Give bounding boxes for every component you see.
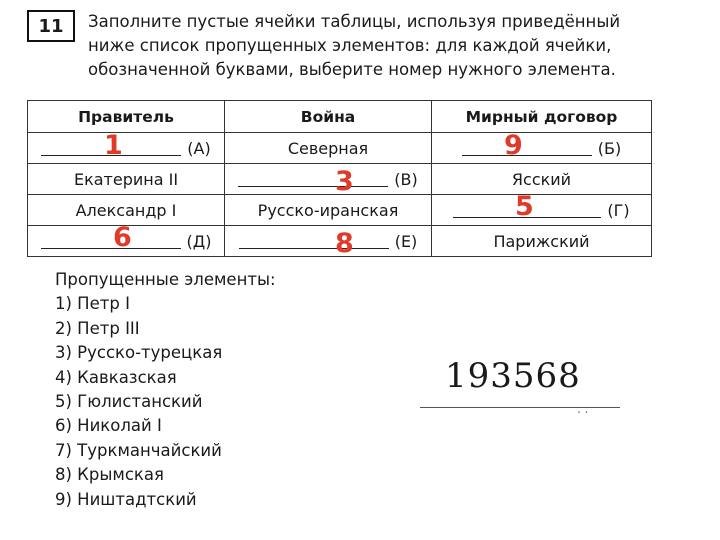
list-item: 5) Гюлистанский	[55, 392, 203, 412]
handwritten-answer: 5	[515, 191, 534, 222]
header-war: Война	[225, 101, 432, 133]
instruction-line: обозначенной буквами, выберите номер нужного элемента.	[88, 60, 616, 79]
cell-war-v	[225, 164, 432, 195]
answer-dots: . .	[577, 402, 589, 416]
task-instructions	[88, 10, 698, 82]
blank-line	[239, 234, 389, 249]
cell-ruler-a	[28, 130, 225, 164]
table-row	[28, 164, 652, 195]
cell-treaty: Парижский	[432, 226, 652, 257]
cell-letter: (Б)	[597, 138, 622, 158]
list-item: 7) Туркманчайский	[55, 440, 222, 460]
table-row	[28, 195, 652, 226]
table-header-row	[28, 101, 652, 133]
handwritten-answer: 3	[335, 166, 354, 197]
table-row	[28, 226, 652, 257]
instruction-line: ниже список пропущенных элементов: для каждой ячейки,	[88, 36, 612, 55]
cell-war: Русско-иранская	[225, 195, 432, 226]
cell-ruler: Екатерина II	[28, 164, 225, 195]
cell-ruler-d	[28, 222, 225, 257]
cell-treaty: Ясский	[432, 164, 652, 195]
handwritten-answer: 8	[335, 228, 354, 259]
table-row	[28, 133, 652, 164]
cell-war-e	[225, 226, 432, 257]
header-treaty: Мирный договор	[432, 101, 652, 133]
list-item: 8) Крымская	[55, 465, 164, 485]
cell-letter: (Д)	[186, 231, 212, 251]
blank-line	[462, 141, 592, 156]
answer-underline	[420, 407, 620, 408]
handwritten-answer: 1	[104, 130, 123, 161]
list-item: 9) Ништадтский	[55, 489, 197, 509]
handwritten-answer: 9	[504, 130, 523, 161]
handwritten-answer: 6	[113, 222, 132, 253]
cell-treaty-g	[432, 191, 652, 226]
blank-line	[238, 172, 388, 187]
cell-letter: (Е)	[394, 231, 418, 251]
list-item: 2) Петр III	[55, 318, 140, 338]
list-item: 4) Кавказская	[55, 367, 177, 387]
cell-war: Северная	[225, 133, 432, 164]
history-table	[27, 100, 652, 257]
blank-line	[41, 234, 181, 249]
instruction-line: Заполните пустые ячейки таблицы, используя приведённый	[88, 12, 621, 31]
cell-letter: (В)	[394, 169, 418, 189]
list-item: 6) Николай I	[55, 416, 162, 436]
task-number: 11	[27, 10, 75, 42]
answer-value: 193568	[445, 356, 581, 396]
cell-treaty-b	[432, 130, 652, 164]
list-item: 1) Петр I	[55, 294, 130, 314]
list-title: Пропущенные элементы:	[55, 270, 276, 289]
list-item: 3) Русско-турецкая	[55, 343, 223, 363]
header-ruler: Правитель	[28, 101, 225, 133]
missing-elements-list	[55, 268, 276, 512]
cell-letter: (Г)	[607, 200, 630, 220]
cell-ruler: Александр I	[28, 195, 225, 226]
cell-letter: (А)	[187, 138, 211, 158]
